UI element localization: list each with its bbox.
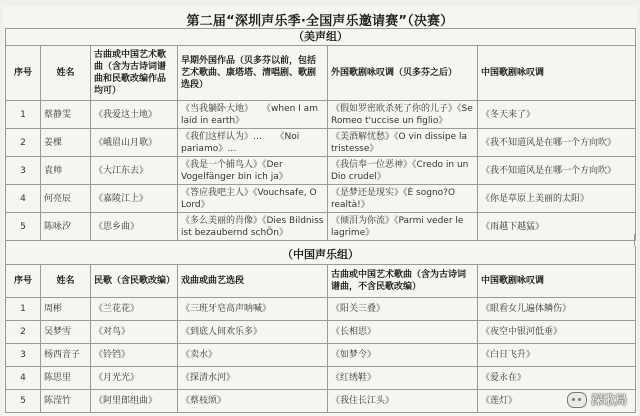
table-cell: 《是梦还是现实》《È sogno?O realtà!》 <box>328 185 478 213</box>
table-row <box>6 101 636 129</box>
chinese-vocal-table <box>5 246 636 413</box>
table-cell: 《我们这样认为》… 《Noi pariamo》… <box>178 129 328 157</box>
row-index: 4 <box>6 367 41 390</box>
row-index: 4 <box>6 185 41 213</box>
performer-name: 杨西音子 <box>41 344 91 367</box>
table-cell: 《三班牙皂高声呐喊》 <box>178 298 328 321</box>
performer-name: 姜棵 <box>41 129 91 157</box>
table-row <box>6 129 636 157</box>
table-cell: 《月光光》 <box>91 367 178 390</box>
document-page <box>3 6 637 416</box>
table-cell: 《兰花花》 <box>91 298 178 321</box>
performer-name: 袁帅 <box>41 157 91 185</box>
wechat-icon <box>567 392 587 408</box>
table-cell: 《美酒解忧愁》《O vin dissipe la tristesse》 <box>328 129 478 157</box>
table-cell: 《卖水》 <box>178 344 328 367</box>
table-cell: 《眼看女儿遍体鳞伤》 <box>478 298 636 321</box>
column-header-classical-song: 古曲或中国艺术歌曲（含为古诗词谱曲，不含民歌改编） <box>328 265 478 298</box>
bel-canto-table <box>5 28 636 241</box>
table-cell: 《铃铛》 <box>91 344 178 367</box>
table-row <box>6 157 636 185</box>
performer-name: 蔡静雯 <box>41 101 91 129</box>
table-cell: 《长相思》 <box>328 321 478 344</box>
column-header-index: 序号 <box>6 46 41 101</box>
performer-name: 吴梦雪 <box>41 321 91 344</box>
table-cell: 《倾泪为你流》《Parmi veder le lagrime》 <box>328 213 478 241</box>
table-cell: 《红绣鞋》 <box>328 367 478 390</box>
table-row <box>6 344 636 367</box>
row-index: 1 <box>6 298 41 321</box>
table-row <box>6 298 636 321</box>
table-cell: 《探清水河》 <box>178 367 328 390</box>
table-cell: 《阳关三叠》 <box>328 298 478 321</box>
table-cell: 《莲灯》 <box>478 390 636 413</box>
table-cell: 《我信奉一位恶神》《Credo in un Dio crudel》 <box>328 157 478 185</box>
column-header-opera-excerpt: 戏曲或曲艺选段 <box>178 265 328 298</box>
column-header-foreign-aria: 外国歌剧咏叹调（贝多芬之后） <box>328 46 478 101</box>
column-header-name: 姓名 <box>41 46 91 101</box>
column-header-chinese-aria: 中国歌剧咏叹调 <box>478 46 636 101</box>
table-cell: 《峨眉山月歌》 <box>91 129 178 157</box>
row-index: 5 <box>6 390 41 413</box>
table-cell: 《蔡枝颂》 <box>178 390 328 413</box>
table-cell: 《多么美丽的肖像》《Dies Bildniss ist bezaubernd schÖn》 <box>178 213 328 241</box>
table-cell: 《我住长江头》 <box>328 390 478 413</box>
table-cell: 《假如罗密欧杀死了你的儿子》《Se Romeo t'uccise un figlio》 <box>328 101 478 129</box>
table-cell: 《爱永在》 <box>478 367 636 390</box>
table-row <box>6 390 636 413</box>
chinese-vocal-group-row <box>6 246 636 265</box>
row-index: 5 <box>6 213 41 241</box>
chinese-vocal-header-row <box>6 265 636 298</box>
performer-name: 陈滢竹 <box>41 390 91 413</box>
table-cell: 《我是一个捕鸟人》《Der Vogelfänger bin ich ja》 <box>178 157 328 185</box>
performer-name: 陈思里 <box>41 367 91 390</box>
column-header-early-foreign: 早期外国作品（贝多芬以前，包括艺术歌曲、康塔塔、清唱剧、歌剧选段） <box>178 46 328 101</box>
table-row <box>6 321 636 344</box>
column-header-folk-song: 民歌（含民歌改编） <box>91 265 178 298</box>
table-cell: 《雨越下越猛》 <box>478 213 636 241</box>
table-cell: 《嘉陵江上》 <box>91 185 178 213</box>
column-header-index: 序号 <box>6 265 41 298</box>
bel-canto-group-label: （美声组） <box>6 29 636 46</box>
table-cell: 《白日飞升》 <box>478 344 636 367</box>
bel-canto-group-row <box>6 29 636 46</box>
table-cell: 《冬天来了》 <box>478 101 636 129</box>
row-index: 2 <box>6 129 41 157</box>
table-cell: 《你是草原上美丽的太阳》 <box>478 185 636 213</box>
watermark <box>567 391 627 408</box>
column-header-chinese-song: 古曲或中国艺术歌曲（含为古诗词谱曲和民歌改编作品均可） <box>91 46 178 101</box>
chinese-vocal-group-label: （中国声乐组） <box>6 246 636 265</box>
column-header-name: 姓名 <box>41 265 91 298</box>
table-cell: 《我不知道风是在哪一个方向吹》 <box>478 157 636 185</box>
table-cell: 《到底人间欢乐多》 <box>178 321 328 344</box>
row-index: 1 <box>6 101 41 129</box>
watermark-text: 深歌局 <box>590 393 627 407</box>
table-row <box>6 367 636 390</box>
page-title: 第二届“深圳声乐季·全国声乐邀请赛”（决赛） <box>186 14 454 29</box>
table-cell: 《答应我吧主人》《Vouchsafe, O Lord》 <box>178 185 328 213</box>
row-index: 2 <box>6 321 41 344</box>
table-cell: 《我爱这土地》 <box>91 101 178 129</box>
table-cell: 《阿里郎组曲》 <box>91 390 178 413</box>
performer-name: 周彬 <box>41 298 91 321</box>
table-cell: 《大江东去》 <box>91 157 178 185</box>
row-index: 3 <box>6 157 41 185</box>
table-cell: 《我不知道风是在哪一个方向吹》 <box>478 129 636 157</box>
column-header-chinese-aria: 中国歌剧咏叹调 <box>478 265 636 298</box>
table-row <box>6 185 636 213</box>
performer-name: 陈咏汐 <box>41 213 91 241</box>
table-cell: 《当我躺卧大地》 《when I am laid in earth》 <box>178 101 328 129</box>
table-cell: 《夜空中银河低垂》 <box>478 321 636 344</box>
row-index: 3 <box>6 344 41 367</box>
performer-name: 何亮辰 <box>41 185 91 213</box>
section-gap <box>5 234 635 246</box>
table-cell: 《思乡曲》 <box>91 213 178 241</box>
table-cell: 《对鸟》 <box>91 321 178 344</box>
bel-canto-header-row <box>6 46 636 101</box>
table-cell: 《如梦令》 <box>328 344 478 367</box>
